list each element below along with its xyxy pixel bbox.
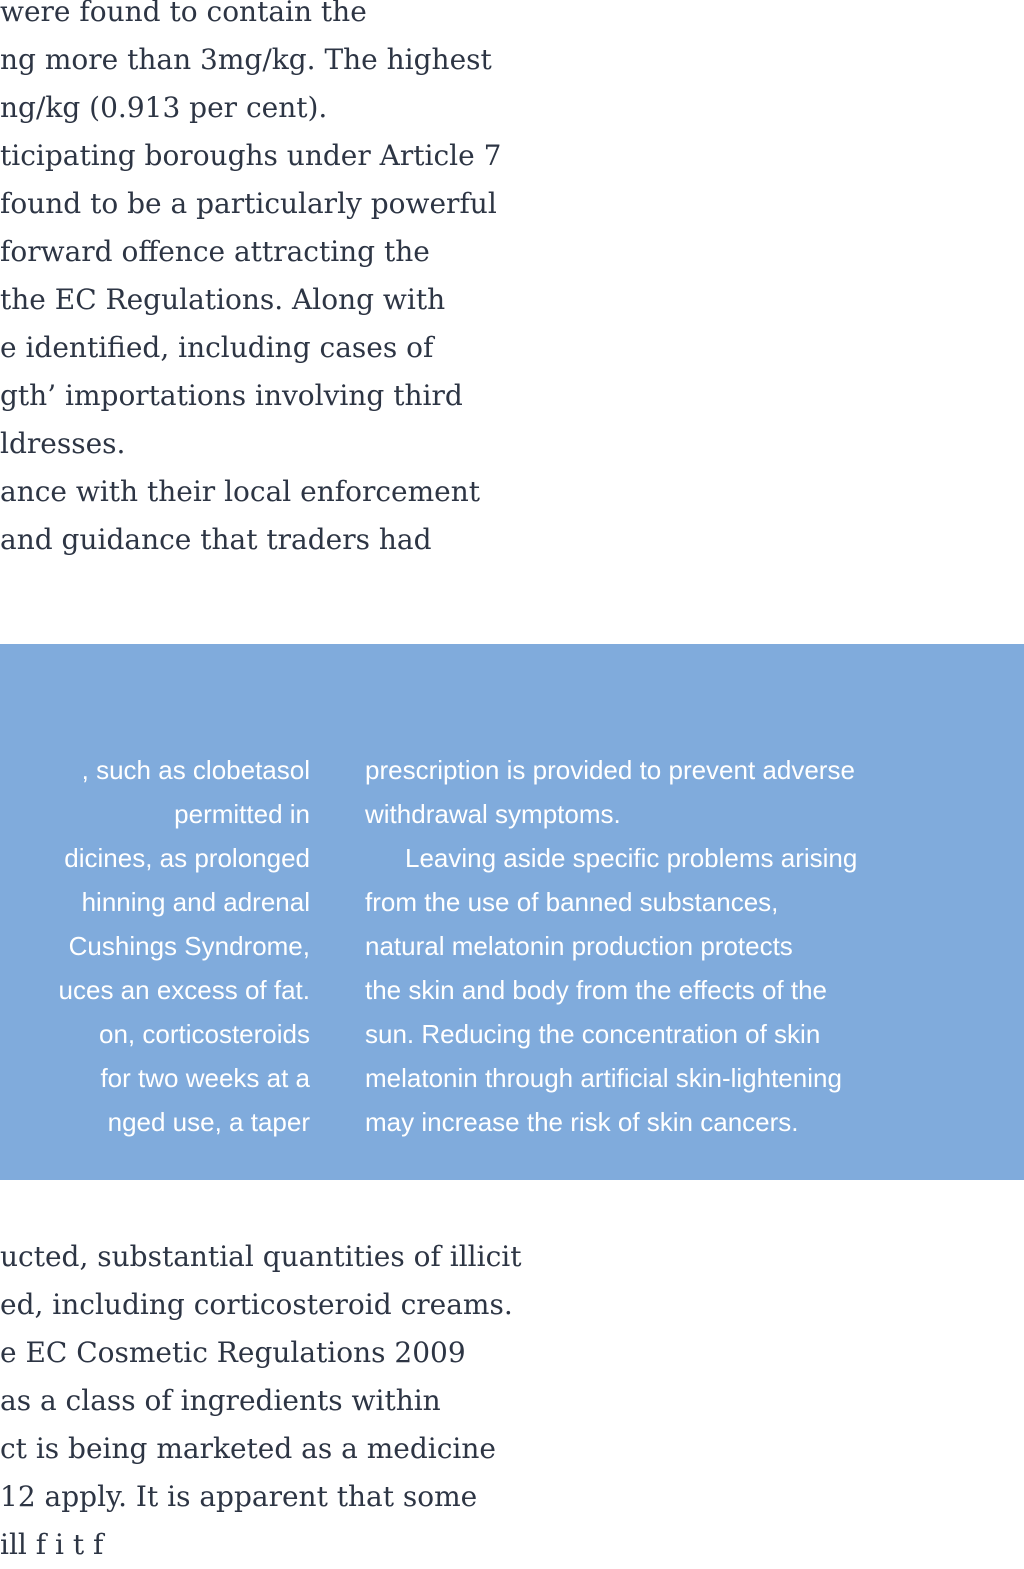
sidebar-line: prescription is provided to prevent adverse — [365, 755, 855, 785]
text-line: ldresses. — [0, 427, 126, 460]
text-line: forward offence attracting the — [0, 235, 430, 268]
text-line: ng/kg (0.913 per cent). — [0, 91, 328, 124]
sidebar-right-column — [365, 748, 857, 1144]
text-line: ct is being marketed as a medicine — [0, 1432, 496, 1465]
sidebar-line: dicines, as prolonged — [64, 843, 310, 873]
sidebar-line: may increase the risk of skin cancers. — [365, 1107, 799, 1137]
sidebar-paragraph-start: Leaving aside specific problems arising — [405, 843, 858, 873]
sidebar-line: from the use of banned substances, — [365, 887, 779, 917]
sidebar-line: hinning and adrenal — [81, 887, 310, 917]
text-line: the EC Regulations. Along with — [0, 283, 446, 316]
sidebar-left-column — [0, 748, 310, 1144]
sidebar-line: the skin and body from the effects of the — [365, 975, 828, 1005]
sidebar-line: on, corticosteroids — [99, 1019, 310, 1049]
text-line: e EC Cosmetic Regulations 2009 — [0, 1336, 466, 1369]
text-line: were found to contain the — [0, 0, 367, 28]
sidebar-line: , such as clobetasol — [81, 755, 310, 785]
sidebar-line: permitted in — [174, 799, 310, 829]
text-line: 12 apply. It is apparent that some — [0, 1480, 478, 1513]
sidebar-line: natural melatonin production protects — [365, 931, 793, 961]
text-line: as a class of ingredients within — [0, 1384, 441, 1417]
text-line: ed, including corticosteroid creams. — [0, 1288, 513, 1321]
top-text-block — [0, 0, 501, 564]
text-line: ticipating boroughs under Article 7 — [0, 139, 502, 172]
text-line: gth’ importations involving third — [0, 379, 463, 412]
sidebar-line: nged use, a taper — [107, 1107, 310, 1137]
sidebar-line: uces an excess of fat. — [58, 975, 310, 1005]
sidebar-line: withdrawal symptoms. — [365, 799, 621, 829]
sidebar-line: melatonin through artificial skin-lightening — [365, 1063, 842, 1093]
bottom-text-block — [0, 1233, 521, 1569]
sidebar-line: Cushings Syndrome, — [68, 931, 310, 961]
text-line: ng more than 3mg/kg. The highest — [0, 43, 492, 76]
text-line: ill f i t f — [0, 1528, 104, 1561]
text-line: ance with their local enforcement — [0, 475, 480, 508]
sidebar-line: for two weeks at a — [100, 1063, 310, 1093]
text-line: and guidance that traders had — [0, 523, 432, 556]
text-line: found to be a particularly powerful — [0, 187, 497, 220]
text-line: e identified, including cases of — [0, 331, 434, 364]
text-line: ucted, substantial quantities of illicit — [0, 1240, 522, 1273]
sidebar-line: sun. Reducing the concentration of skin — [365, 1019, 821, 1049]
